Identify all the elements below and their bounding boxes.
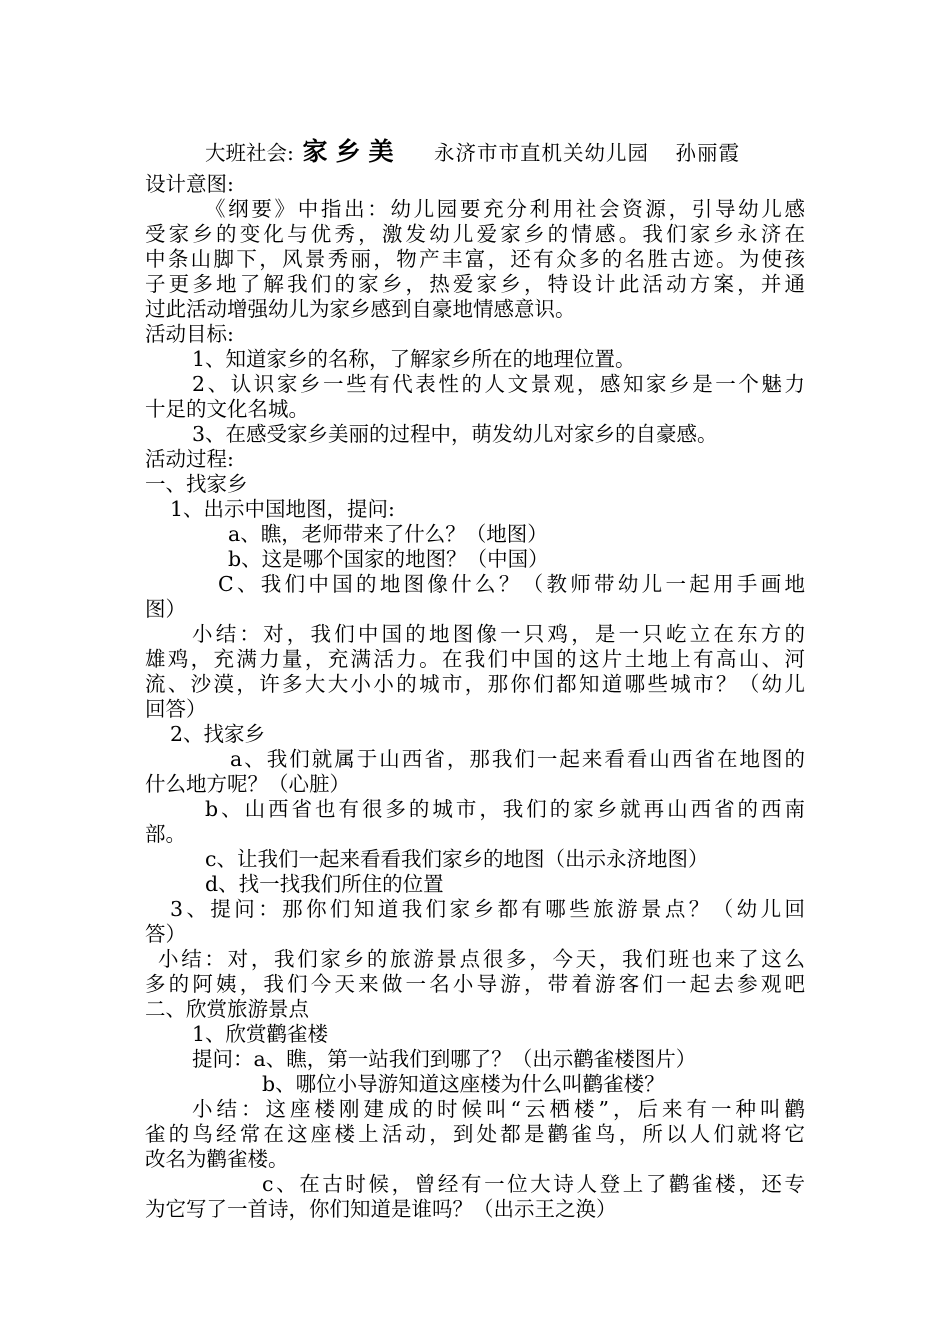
question-item: a、我们就属于山西省，那我们一起来看看山西省在地图的	[230, 747, 805, 771]
step-item-continued: 答）	[145, 922, 186, 946]
question-item-continued: 图）	[145, 597, 186, 621]
summary-line: 小结：对，我们中国的地图像一只鸡，是一只屹立在东方的	[192, 622, 805, 646]
summary-line: 雀的鸟经常在这座楼上活动，到处都是鹳雀鸟，所以人们就将它	[145, 1122, 805, 1146]
paragraph-line: 中条山脚下，风景秀丽，物产丰富，还有众多的名胜古迹。为使孩	[145, 247, 805, 271]
question-item: C、我们中国的地图像什么？（教师带幼儿一起用手画地	[218, 572, 805, 596]
question-item: b、这是哪个国家的地图？（中国）	[228, 547, 549, 571]
header-lead: 大班社会:	[205, 141, 294, 165]
summary-line: 回答）	[145, 697, 207, 721]
goal-item: 2、认识家乡一些有代表性的人文景观，感知家乡是一个魅力	[192, 372, 805, 396]
question-item-continued: 为它写了一首诗，你们知道是谁吗？（出示王之涣）	[145, 1197, 617, 1221]
question-item: 提问：a、瞧，第一站我们到哪了？（出示鹳雀楼图片）	[192, 1047, 697, 1071]
question-item: b、哪位小导游知道这座楼为什么叫鹳雀楼？	[262, 1072, 665, 1096]
subsection-heading: 一、找家乡	[145, 472, 248, 496]
summary-line: 小结：对，我们家乡的旅游景点很多，今天，我们班也来了这么	[158, 947, 805, 971]
question-item: c、让我们一起来看看我们家乡的地图（出示永济地图）	[205, 847, 709, 871]
step-item: 1、欣赏鹳雀楼	[192, 1022, 329, 1046]
document-header	[205, 137, 740, 167]
subsection-heading: 二、欣赏旅游景点	[145, 997, 309, 1021]
goal-item-continued: 十足的文化名城。	[145, 397, 309, 421]
step-item: 1、出示中国地图，提问:	[170, 497, 395, 521]
paragraph-line: 《纲要》中指出：幼儿园要充分利用社会资源，引导幼儿感	[205, 197, 805, 221]
goal-item: 1、知道家乡的名称，了解家乡所在的地理位置。	[192, 347, 636, 371]
question-item-continued: 部。	[145, 822, 186, 846]
section-heading-design-intent: 设计意图:	[145, 172, 234, 196]
section-heading-goals: 活动目标:	[145, 322, 234, 346]
paragraph-line: 子更多地了解我们的家乡，热爱家乡，特设计此活动方案，并通	[145, 272, 805, 296]
question-item: a、瞧，老师带来了什么？（地图）	[228, 522, 548, 546]
header-organization: 永济市市直机关幼儿园	[434, 141, 649, 165]
header-author: 孙丽霞	[675, 141, 741, 165]
step-item: 3、提问：那你们知道我们家乡都有哪些旅游景点？（幼儿回	[170, 897, 805, 921]
summary-line: 雄鸡，充满力量，充满活力。在我们中国的这片土地上有高山、河	[145, 647, 805, 671]
summary-line: 多的阿姨，我们今天来做一名小导游，带着游客们一起去参观吧	[145, 972, 805, 996]
step-item: 2、找家乡	[170, 722, 266, 746]
paragraph-line: 受家乡的变化与优秀，激发幼儿爱家乡的情感。我们家乡永济在	[145, 222, 805, 246]
summary-line: 流、沙漠，许多大大小小的城市，那你们都知道哪些城市？（幼儿	[145, 672, 805, 696]
question-item: d、找一找我们所住的位置	[205, 872, 444, 896]
goal-item: 3、在感受家乡美丽的过程中，萌发幼儿对家乡的自豪感。	[192, 422, 718, 446]
question-item-continued: 什么地方呢？（心脏）	[145, 772, 350, 796]
summary-line: 改名为鹳雀楼。	[145, 1147, 289, 1171]
page-title: 家乡美	[302, 137, 402, 166]
paragraph-line: 过此活动增强幼儿为家乡感到自豪地情感意识。	[145, 297, 576, 321]
section-heading-process: 活动过程:	[145, 447, 234, 471]
summary-line: 小结：这座楼刚建成的时候叫“云栖楼”，后来有一种叫鹳	[192, 1097, 805, 1121]
question-item: b、山西省也有很多的城市，我们的家乡就再山西省的西南	[205, 797, 805, 821]
question-item: c、在古时候，曾经有一位大诗人登上了鹳雀楼，还专	[262, 1172, 805, 1196]
